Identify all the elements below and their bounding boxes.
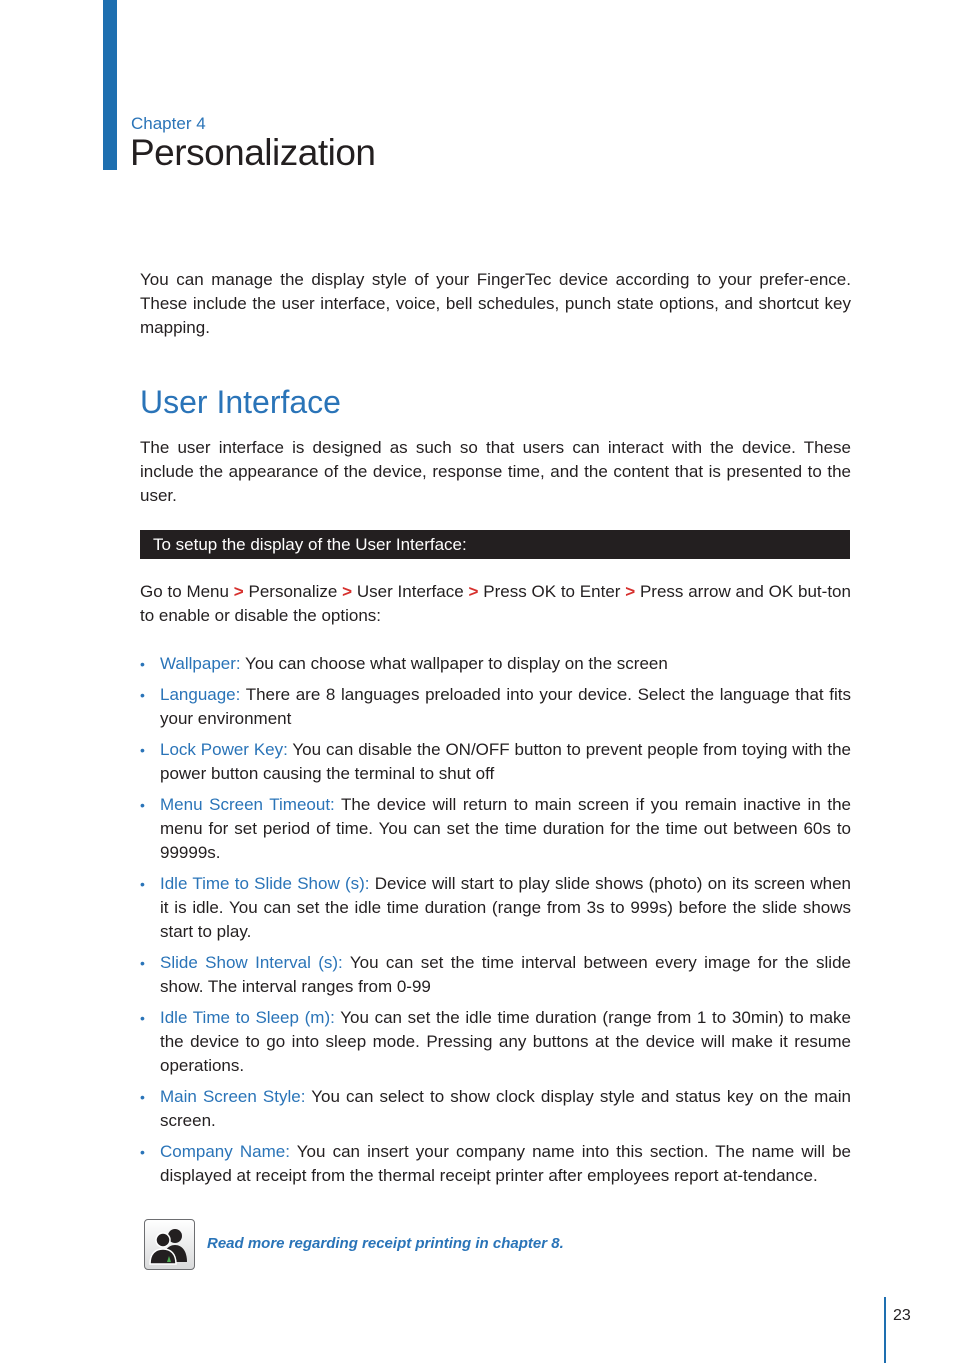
option-term: Idle Time to Slide Show (s):	[160, 874, 370, 893]
bullet-dot: •	[140, 1144, 145, 1160]
nav-step: User Interface	[356, 582, 464, 601]
nav-separator: >	[233, 582, 244, 601]
option-item-wallpaper	[140, 652, 851, 676]
option-text: You can select to show clock display style and status key on the main screen.	[160, 1087, 851, 1130]
bullet-dot: •	[140, 656, 145, 672]
option-text: You can choose what wallpaper to display on the screen	[240, 654, 668, 673]
option-text: The device will return to main screen if you remain inactive in the menu for set period of time. You can set the time duration for the time out between 60s to 99999s.	[160, 795, 851, 862]
option-term: Language:	[160, 685, 241, 704]
intro-paragraph: You can manage the display style of your FingerTec device according to your prefer-ence. These include the user interface, voice, bell schedules, punch state options, and shortcut key mapping.	[140, 270, 851, 337]
option-text: You can set the time interval between every image for the slide show. The interval ranges from 0-99	[160, 953, 851, 996]
page-number: 23	[893, 1307, 911, 1324]
option-term: Menu Screen Timeout:	[160, 795, 335, 814]
chapter-label: Chapter 4	[131, 114, 206, 133]
bullet-dot: •	[140, 687, 145, 703]
section-title: User Interface	[140, 384, 341, 420]
nav-step: Press OK to Enter	[483, 582, 621, 601]
setup-bar: To setup the display of the User Interface:	[140, 530, 850, 559]
nav-separator: >	[468, 582, 479, 601]
users-icon	[144, 1219, 195, 1270]
page-number-rule	[884, 1297, 886, 1363]
option-text: You can insert your company name into this section. The name will be displayed at receipt from the thermal receipt printer after employees report at-tendance.	[160, 1142, 851, 1185]
option-item-main-screen-style	[140, 1085, 851, 1133]
option-term: Slide Show Interval (s):	[160, 953, 343, 972]
option-text: You can disable the ON/OFF button to prevent people from toying with the power button causing the terminal to shut off	[160, 740, 851, 783]
bullet-dot: •	[140, 742, 145, 758]
option-term: Lock Power Key:	[160, 740, 288, 759]
option-text: There are 8 languages preloaded into your device. Select the language that fits your environment	[160, 685, 851, 728]
option-item-lock-power-key	[140, 738, 851, 786]
nav-step: Press arrow and OK but-ton to enable or disable the options:	[140, 582, 851, 625]
option-term: Idle Time to Sleep (m):	[160, 1008, 335, 1027]
option-item-company-name	[140, 1140, 851, 1188]
navigation-path	[140, 580, 851, 628]
nav-separator: >	[625, 582, 636, 601]
nav-separator: >	[342, 582, 353, 601]
option-term: Company Name:	[160, 1142, 290, 1161]
option-term: Wallpaper:	[160, 654, 241, 673]
note-text: Read more regarding receipt printing in chapter 8.	[207, 1235, 564, 1252]
chapter-title: Personalization	[130, 132, 376, 173]
bullet-dot: •	[140, 955, 145, 971]
bullet-dot: •	[140, 1089, 145, 1105]
option-item-idle-time-slide-show	[140, 872, 851, 944]
section-description: The user interface is designed as such so that users can interact with the device. These include the appearance of the device, response time, and the content that is presented to the user.	[140, 438, 851, 505]
option-item-language	[140, 683, 851, 731]
option-item-slide-show-interval	[140, 951, 851, 999]
options-list	[140, 652, 851, 1195]
option-item-idle-time-sleep	[140, 1006, 851, 1078]
option-text: Device will start to play slide shows (photo) on its screen when it is idle. You can set the idle time duration (range from 3s to 999s) before the slide shows start to play.	[160, 874, 851, 941]
bullet-dot: •	[140, 797, 145, 813]
nav-step: Personalize	[248, 582, 338, 601]
option-item-menu-screen-timeout	[140, 793, 851, 865]
chapter-accent-bar	[103, 0, 117, 170]
bullet-dot: •	[140, 876, 145, 892]
nav-step: Go to Menu	[140, 582, 229, 601]
option-term: Main Screen Style:	[160, 1087, 306, 1106]
option-text: You can set the idle time duration (range from 1 to 30min) to make the device to go into sleep mode. Pressing any buttons at the device will make it resume operations.	[160, 1008, 851, 1075]
bullet-dot: •	[140, 1010, 145, 1026]
